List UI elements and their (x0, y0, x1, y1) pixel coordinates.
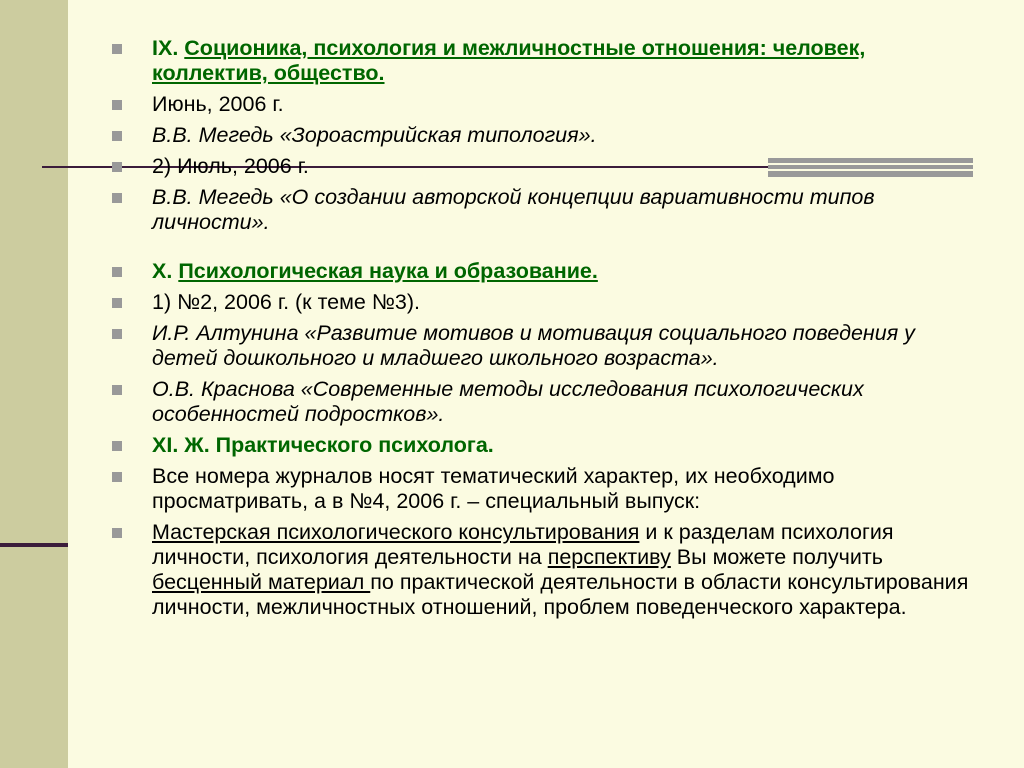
slide-bullet-list (112, 36, 972, 626)
list-item-text: О.В. Краснова «Современные методы исследования психологических особенностей подростков». (152, 377, 864, 426)
section-ix-title[interactable]: Соционика, психология и межличностные отношения: человек, коллектив, общество. (152, 36, 866, 85)
list-item-text: по практической деятельности в области консультирования личности, межличностных отношений, проблем поведенческого характера. (152, 570, 969, 619)
list-item-text: Вы можете получить (670, 545, 883, 569)
section-x-number: X. (152, 259, 173, 283)
list-item-text: 2) Июль, 2006 г. (152, 154, 309, 178)
section-x-issue (112, 290, 972, 315)
section-x-article-2 (112, 377, 972, 427)
list-item-text: и к разделам психология личности, психология деятельности на (152, 520, 894, 569)
bullet-icon (112, 528, 122, 538)
section-xi-note (112, 464, 972, 514)
list-item-text: В.В. Мегедь «О создании авторской концепции вариативности типов личности». (152, 185, 875, 234)
bullet-icon (112, 162, 122, 172)
bullet-icon (112, 472, 122, 482)
section-ix-date-1 (112, 92, 972, 117)
section-xi-heading (112, 433, 972, 458)
section-ix-date-2 (112, 154, 972, 179)
section-x-title[interactable]: Психологическая наука и образование. (178, 259, 598, 283)
bullet-icon (112, 329, 122, 339)
bullet-icon (112, 44, 122, 54)
section-ix-article-1 (112, 123, 972, 148)
list-item-text: Июнь, 2006 г. (152, 92, 284, 116)
workshop-link[interactable]: Мастерская психологического консультирования (152, 520, 640, 544)
bullet-icon (112, 441, 122, 451)
bullet-icon (112, 298, 122, 308)
section-ix-article-2 (112, 185, 972, 235)
list-item-text: В.В. Мегедь «Зороастрийская типология». (152, 123, 597, 147)
list-item-text: 1) №2, 2006 г. (к теме №3). (152, 290, 420, 314)
section-ix-number: IX. (152, 36, 179, 60)
bullet-icon (112, 385, 122, 395)
section-ix-heading (112, 36, 972, 86)
section-x-heading (112, 259, 972, 284)
bullet-icon (112, 193, 122, 203)
section-xi-title: XI. Ж. Практического психолога. (152, 433, 494, 457)
bullet-icon (112, 267, 122, 277)
section-xi-final (112, 520, 972, 620)
valuable-material-link[interactable]: бесценный материал (152, 570, 371, 594)
bullet-icon (112, 131, 122, 141)
bullet-icon (112, 100, 122, 110)
perspective-link[interactable]: перспективу (547, 545, 671, 569)
left-sidebar-band (0, 0, 68, 768)
section-x-article-1 (112, 321, 972, 371)
list-item-text: Все номера журналов носят тематический характер, их необходимо просматривать, а в №4, 2006 г. – специальный выпуск: (152, 464, 835, 513)
list-item-text: И.Р. Алтунина «Развитие мотивов и мотивация социального поведения у детей дошкольного и младшего школьного возраста». (152, 321, 915, 370)
sidebar-divider (0, 543, 68, 547)
